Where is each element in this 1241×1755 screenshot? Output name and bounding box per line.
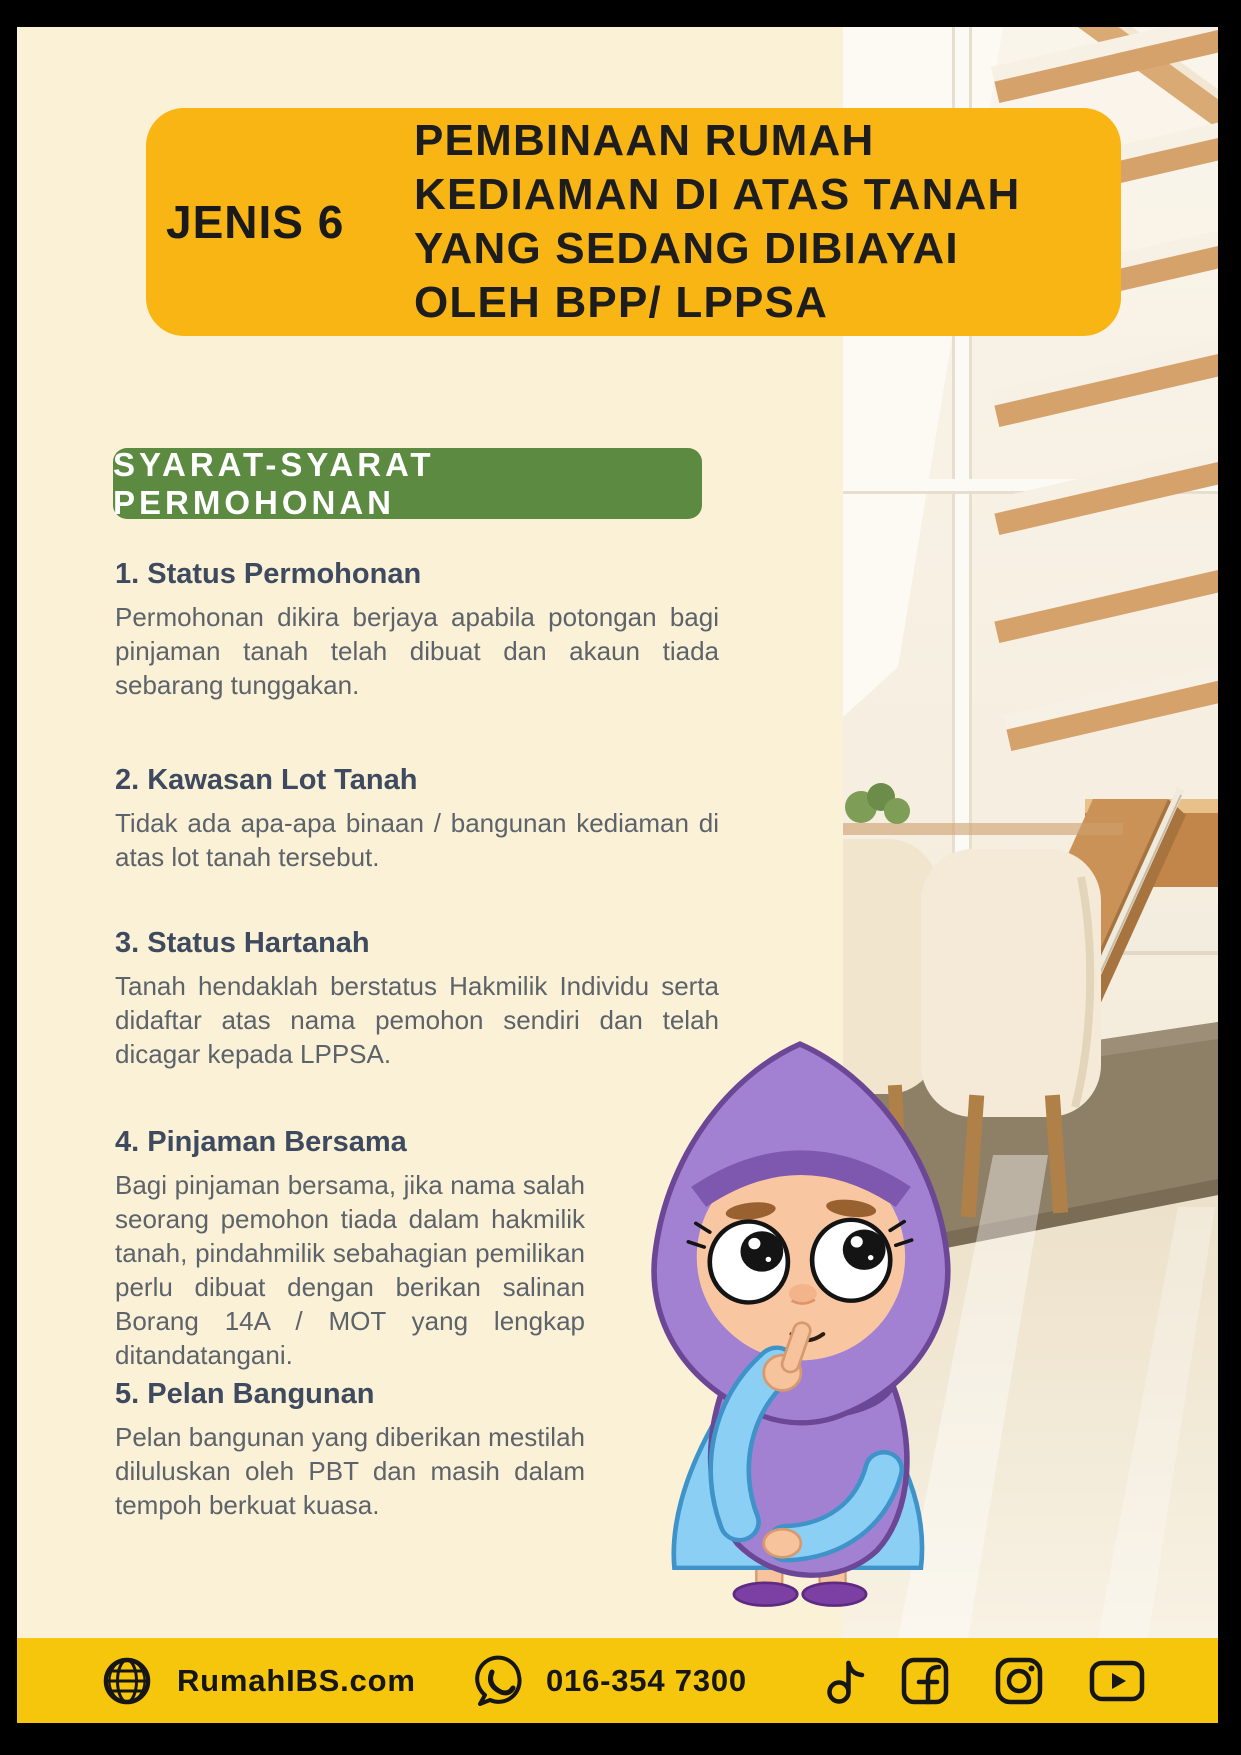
type-label: JENIS 6 bbox=[166, 196, 345, 248]
title-box bbox=[146, 108, 1121, 336]
requirement-4-heading: 4. Pinjaman Bersama bbox=[115, 1126, 407, 1158]
globe-icon bbox=[100, 1654, 154, 1708]
tiktok-icon[interactable] bbox=[820, 1654, 874, 1708]
section-header-badge bbox=[113, 445, 702, 521]
requirement-2-body: Tidak ada apa-apa binaan / bangunan kediaman di atas lot tanah tersebut. bbox=[115, 808, 719, 872]
title-line-3: YANG SEDANG DIBIAYAI bbox=[414, 224, 959, 273]
requirement-4-body: Bagi pinjaman bersama, jika nama salah seorang pemohon tiada dalam hakmilik tanah, pindahmilik sebahagian pemilikan perlu dibuat dengan berikan salinan Borang 14A / MOT yang lengkap ditandatangani. bbox=[115, 1170, 585, 1370]
facebook-icon[interactable] bbox=[898, 1654, 952, 1708]
requirement-3-heading: 3. Status Hartanah bbox=[115, 927, 370, 959]
requirement-1-body: Permohonan dikira berjaya apabila potongan bagi pinjaman tanah telah dibuat dan akaun tiada sebarang tunggakan. bbox=[115, 602, 719, 700]
page-title bbox=[414, 114, 1121, 330]
footer-bar bbox=[17, 1638, 1218, 1723]
title-line-4: OLEH BPP/ LPPSA bbox=[414, 278, 829, 327]
mascot-illustration bbox=[600, 1030, 1000, 1610]
requirement-5 bbox=[115, 1376, 585, 1522]
requirement-5-heading: 5. Pelan Bangunan bbox=[115, 1378, 375, 1410]
requirement-3-body: Tanah hendaklah berstatus Hakmilik Individu serta didaftar atas nama pemohon sendiri dan telah dicagar kepada LPPSA. bbox=[115, 971, 719, 1069]
youtube-icon[interactable] bbox=[1086, 1654, 1148, 1708]
title-line-1: PEMBINAAN RUMAH bbox=[414, 116, 875, 165]
requirement-1-heading: 1. Status Permohonan bbox=[115, 558, 422, 590]
requirement-2-heading: 2. Kawasan Lot Tanah bbox=[115, 764, 418, 796]
instagram-icon[interactable] bbox=[992, 1654, 1046, 1708]
section-header-label: SYARAT-SYARAT PERMOHONAN bbox=[113, 445, 435, 521]
requirement-1 bbox=[115, 556, 719, 702]
requirement-5-body: Pelan bangunan yang diberikan mestilah diluluskan oleh PBT dan masih dalam tempoh berkuat kuasa. bbox=[115, 1422, 585, 1520]
requirement-2 bbox=[115, 762, 719, 874]
phone-number[interactable]: 016-354 7300 bbox=[546, 1662, 747, 1698]
whatsapp-icon bbox=[471, 1653, 527, 1709]
title-line-2: KEDIAMAN DI ATAS TANAH bbox=[414, 170, 1021, 219]
requirement-4 bbox=[115, 1124, 585, 1372]
type-badge bbox=[146, 195, 414, 249]
website-link[interactable]: RumahIBS.com bbox=[177, 1662, 416, 1698]
